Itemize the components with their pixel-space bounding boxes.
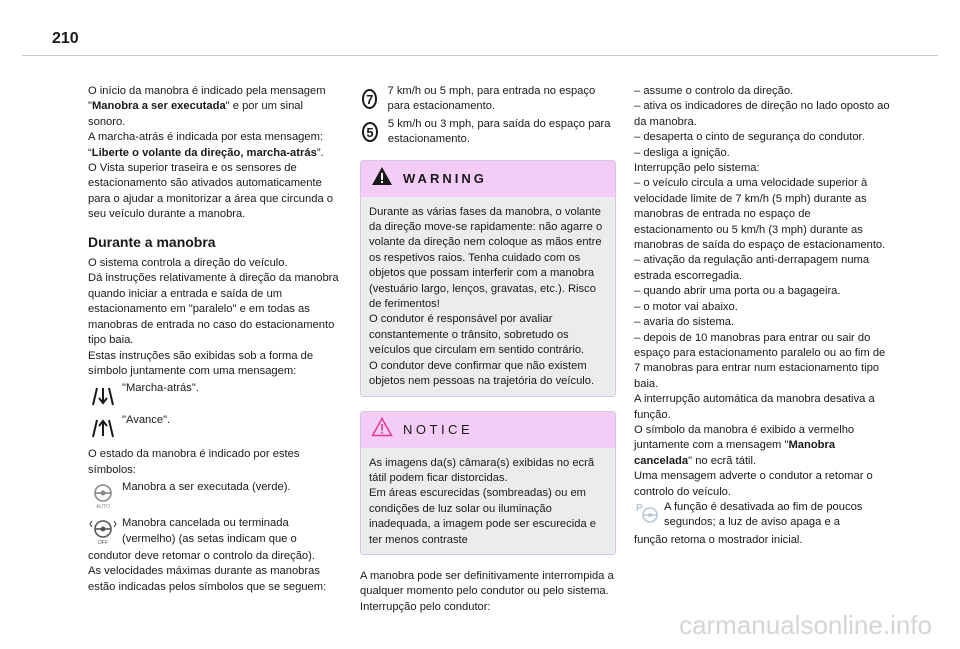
- warning-box: [360, 160, 616, 397]
- cancel-label: Manobra cancelada ou terminada (vermelho) (as setas indicam que o: [122, 517, 297, 545]
- intro-bold-2: Liberte o volante da direção, marcha-atrás: [91, 146, 317, 159]
- speed-5-text: 5 km/h ou 3 mph, para saída do espaço para estacionamento.: [387, 117, 611, 146]
- intro-text-3: ”. O Vista superior traseira e os sensores de estacionamento são ativados automaticamente para o ajudar a monitorizar a área que circunda o seu veículo durante a manobra.: [88, 146, 334, 221]
- interruption-list-end: " no ecrã tátil. Uma mensagem adverte o condutor a retomar o controlo do veículo.: [634, 454, 873, 498]
- auto-caption: AUTO: [96, 504, 110, 510]
- cancel-symbol-row: [88, 516, 342, 547]
- parking-assist-warning-icon: [634, 500, 660, 526]
- intro-text-2: " e por um sinal sonoro. A marcha-atrás é indicada por esta mensagem: “: [88, 100, 324, 159]
- warning-triangle-icon: [371, 166, 393, 191]
- interruption-list: [634, 84, 892, 500]
- notice-box: [360, 411, 616, 555]
- forward-arrow-icon: [88, 413, 118, 443]
- status-paragraph: O estado da manobra é indicado por estes símbolos:: [88, 448, 300, 476]
- steering-off-icon: [88, 516, 118, 546]
- interruption-list-text: – assume o controlo da direção. – ativa os indicadores de direção no lado oposto ao da manobra. – desaperta o cinto de segurança do condutor. – desliga a ignição. Interrupção pelo sistema: – o veículo circula a uma velocidade superior à velocidade limite de 7 km/h (5 mph) durante as manobras de entrada no espaço de estacionamento ou 5 km/h (3 mph) durante as manobras de saída do espaço de estacionamento. – ativação da regulação anti-derrapagem numa estrada escorregadia. – quando abrir uma porta ou a bagageira. – o motor vai abaixo. – avaria do sistema. – depois de 10 manobras para entrar ou sair do espaço para estacionamento paralelo ou ao fim de 7 manobras para entrar num estacionamento tipo baia. A interrupção automática da manobra desativa a função. O símbolo da manobra é exibido a vermelho juntamente com a mensagem ": [634, 85, 890, 452]
- steering-auto-icon: [88, 480, 118, 510]
- notice-header: [361, 412, 615, 448]
- cancel-continuation: condutor deve retomar o controlo da direção). As velocidades máximas durante as manobras estão indicadas pelos símbolos que se seguem:: [88, 549, 327, 593]
- speed-5-row: [360, 117, 616, 148]
- column-2: [360, 84, 616, 615]
- notice-body: [361, 448, 615, 554]
- off-caption: OFF: [98, 540, 108, 546]
- speed-5-badge: 5: [362, 122, 378, 142]
- intro-text-1: O início da manobra é indicado pela mensagem ": [88, 85, 326, 113]
- column-3: [634, 84, 892, 548]
- final-label: A função é desativada ao fim de poucos segundos; a luz de aviso apaga e a: [664, 500, 863, 529]
- final-continuation: função retoma o mostrador inicial.: [634, 533, 803, 546]
- reverse-arrow-icon: [88, 381, 118, 411]
- notice-title: NOTICE: [403, 421, 474, 437]
- cancel-message-bold: Manobra cancelada: [634, 439, 836, 467]
- warning-body: [361, 197, 615, 396]
- final-symbol-row: [634, 500, 892, 531]
- intro-paragraph: [88, 84, 342, 223]
- active-label: Manobra a ser executada (verde).: [122, 481, 291, 494]
- during-paragraph: O sistema controla a direção do veículo. Dá instruções relativamente à direção da manobra quando iniciar a entrada e saída de um estacionamento em "paralelo" e em todas as manobras de entrada no caso do estacionamento tipo baia. Estas instruções são exibidas sob a forma de símbolo juntamente com uma mensagem:: [88, 257, 339, 377]
- forward-label: "Avance".: [122, 414, 171, 427]
- reverse-label: "Marcha-atrás".: [122, 382, 199, 395]
- warning-title: WARNING: [403, 170, 487, 186]
- warning-text: Durante as várias fases da manobra, o volante da direção move-se rapidamente: não agarre o volante da direção nem coloque as mãos entre os respetivos raios. Tenha cuidado com os objetos que possam interferir com a manobra (vestuário largo, lenços, gravatas, etc.). Risco de ferimentos! O condutor é responsável por avaliar constantemente o trânsito, sobretudo os veículos que circulam em sentido contrário. O condutor deve confirmar que não existem objetos nem pessoas na trajetória do veículo.: [369, 205, 603, 388]
- reverse-symbol-row: [88, 381, 342, 411]
- notice-text: As imagens da(s) câmara(s) exibidas no ecrã tátil podem ficar distorcidas. Em áreas escurecidas (sombreadas) ou em condições de luz solar ou iluminação inadequada, a imagem pode ser escurecida e ter menos contraste: [369, 456, 597, 546]
- column-1: [88, 84, 342, 595]
- after-boxes-paragraph: A manobra pode ser definitivamente interrompida a qualquer momento pelo condutor ou pelo sistema. Interrupção pelo condutor:: [360, 569, 614, 613]
- section-title: Durante a manobra: [88, 233, 216, 250]
- speed-7-badge: 7: [362, 89, 377, 109]
- page-number: 210: [52, 30, 79, 47]
- forward-symbol-row: [88, 413, 342, 443]
- warning-header: [361, 161, 615, 197]
- svg-text:P: P: [636, 502, 643, 514]
- speed-7-text: 7 km/h ou 5 mph, para entrada no espaço para estacionamento.: [387, 85, 596, 113]
- watermark: carmanualsonline.info: [679, 610, 932, 640]
- intro-bold-1: Manobra a ser executada: [91, 100, 226, 113]
- header-divider: [22, 55, 938, 56]
- active-symbol-row: [88, 480, 342, 510]
- notice-triangle-icon: [371, 417, 393, 442]
- speed-7-row: [360, 84, 616, 115]
